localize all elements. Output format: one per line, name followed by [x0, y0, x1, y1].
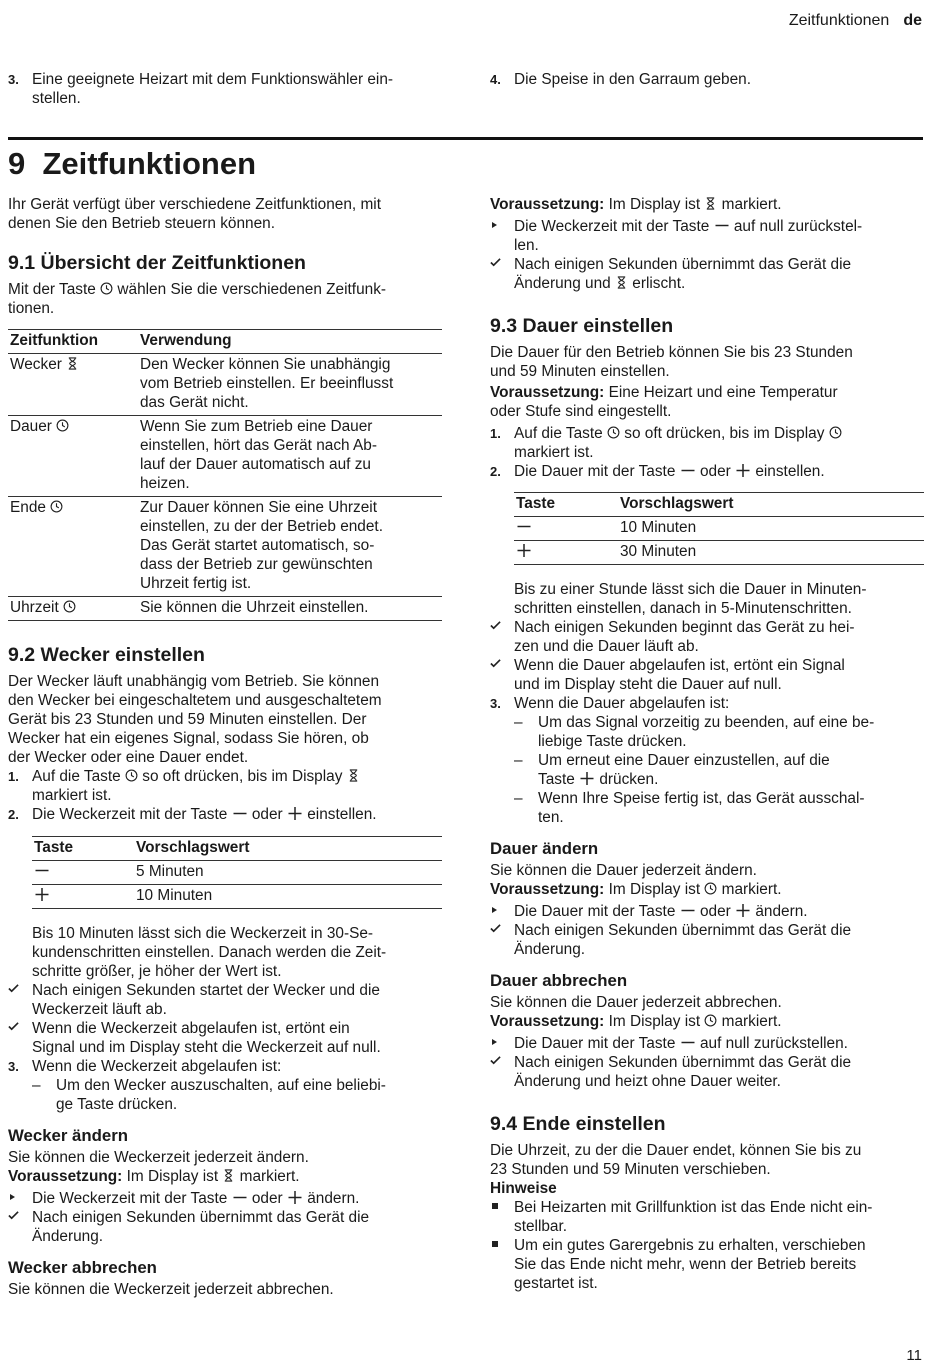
header-lang: de [903, 12, 922, 29]
heading-9-1: 9.1 Übersicht der Zeitfunktionen [8, 252, 306, 274]
clock-icon [63, 600, 76, 613]
clock-icon [829, 426, 842, 439]
hourglass-icon [222, 1169, 235, 1182]
minus-icon [680, 464, 696, 477]
table-header: Zeitfunktion [10, 332, 99, 349]
s92-step-1: 1. Auf die Taste so oft drücken, bis im Display markiert ist. [8, 767, 442, 805]
s93-intro: Die Dauer für den Betrieb können Sie bis 23 Stunden und 59 Minuten einstellen. [490, 344, 853, 380]
arrow-icon [490, 1037, 500, 1047]
result-item: Nach einigen Sekunden übernimmt das Gerät die Änderung und heizt ohne Dauer weiter. [490, 1053, 924, 1091]
paragraph: Sie können die Weckerzeit jederzeit abbrechen. [8, 1281, 334, 1298]
minus-icon [680, 1036, 696, 1049]
s93-step-1: 1. Auf die Taste so oft drücken, bis im Display markiert ist. [490, 424, 924, 462]
minus-icon [714, 219, 730, 232]
clock-icon [56, 419, 69, 432]
minus-icon [516, 520, 532, 533]
table-row: Ende Zur Dauer können Sie eine Uhrzeit einstellen, zu der der Betrieb endet. Das Gerät startet automatisch, so- dass der Betrieb zur gewünschten Uhrzeit fertig ist. [8, 497, 442, 597]
hourglass-icon [704, 197, 717, 210]
table-row: 10 Minuten [32, 885, 442, 909]
sub-item: – Um den Wecker auszuschalten, auf eine beliebi- ge Taste drücken. [32, 1077, 386, 1113]
precondition: Voraussetzung: Im Display ist markiert. [490, 881, 782, 898]
s92-intro: Der Wecker läuft unabhängig vom Betrieb. Sie können den Wecker bei eingeschaltetem und ausgeschaltetem Gerät bis 23 Stunden und 59 Minuten einstellen. Der Wecker hat ein eigenes Signal, sodass Sie hören, ob der Wecker oder eine Dauer endet. [8, 673, 382, 766]
clock-icon [704, 882, 717, 895]
table-row: 30 Minuten [514, 541, 924, 565]
step-3-top [8, 70, 442, 108]
precondition: Voraussetzung: Im Display ist markiert. [490, 1013, 782, 1030]
hints-title: Hinweise [490, 1180, 557, 1197]
dauer-table [514, 492, 924, 565]
hint-item: Um ein gutes Garergebnis zu erhalten, verschieben Sie das Ende nicht mehr, wenn der Betrieb bereits gestartet ist. [490, 1236, 924, 1293]
chapter-rule [8, 137, 923, 140]
minus-icon [232, 1191, 248, 1204]
overview-table [8, 329, 442, 621]
minus-icon [34, 864, 50, 877]
table-row: 10 Minuten [514, 517, 924, 541]
table-header: Verwendung [140, 332, 232, 349]
sub-item: – Wenn Ihre Speise fertig ist, das Gerät ausschal- ten. [514, 790, 865, 826]
check-icon [8, 1210, 19, 1221]
heading-9-4: 9.4 Ende einstellen [490, 1113, 666, 1135]
right-column [490, 195, 924, 1293]
arrow-icon [490, 220, 500, 230]
paragraph: Sie können die Dauer jederzeit abbrechen. [490, 994, 782, 1011]
check-icon [490, 1055, 501, 1066]
plus-icon [287, 807, 303, 820]
check-icon [490, 658, 501, 669]
running-header [789, 11, 922, 30]
step-number: 3. [8, 72, 19, 87]
table-header: Vorschlagswert [136, 839, 250, 856]
s91-intro: Mit der Taste wählen Sie die verschiedenen Zeitfunk- tionen. [8, 281, 387, 317]
left-column [8, 195, 442, 1299]
s93-note: Bis zu einer Stunde lässt sich die Dauer in Minuten- schritten einstellen, danach in 5-Minutenschritten. [514, 581, 867, 617]
result-item: Nach einigen Sekunden übernimmt das Gerät die Änderung. [8, 1208, 442, 1246]
table-row: Uhrzeit Sie können die Uhrzeit einstellen. [8, 597, 442, 621]
table-row: Dauer Wenn Sie zum Betrieb eine Dauer einstellen, hört das Gerät nach Ab- lauf der Dauer automatisch auf zu heizen. [8, 416, 442, 497]
step-text: Die Speise in den Garraum geben. [514, 71, 751, 88]
table-row: Wecker Den Wecker können Sie unabhängig vom Betrieb einstellen. Er beeinflusst das Gerät nicht. [8, 354, 442, 416]
arrow-icon [490, 905, 500, 915]
square-bullet-icon [490, 1239, 500, 1249]
plus-icon [34, 888, 50, 901]
result-item: Wenn die Weckerzeit abgelaufen ist, ertönt ein Signal und im Display steht die Weckerzeit auf null. [8, 1019, 442, 1057]
step-number: 4. [490, 72, 501, 87]
s93-step-2: 2. Die Dauer mit der Taste oder einstellen. [490, 463, 825, 480]
square-bullet-icon [490, 1201, 500, 1211]
page-number: 11 [906, 1347, 922, 1364]
hourglass-icon [347, 769, 360, 782]
check-icon [490, 620, 501, 631]
s92-step-2: 2. Die Weckerzeit mit der Taste oder einstellen. [8, 806, 377, 823]
precondition: Voraussetzung: Im Display ist markiert. [490, 196, 782, 213]
paragraph: Sie können die Dauer jederzeit ändern. [490, 862, 757, 879]
action-item: Die Weckerzeit mit der Taste auf null zurückstel- len. [490, 217, 924, 255]
s92-note: Bis 10 Minuten lässt sich die Weckerzeit in 30-Se- kundenschritten einstellen. Danach werden die Zeit- schritte größer, je höher der Wert ist. [32, 925, 387, 980]
check-icon [490, 257, 501, 268]
sub-item: – Um erneut eine Dauer einzustellen, auf die Taste drücken. [514, 752, 830, 788]
plus-icon [735, 464, 751, 477]
chapter-intro: Ihr Gerät verfügt über verschiedene Zeitfunktionen, mit denen Sie den Betrieb steuern können. [8, 196, 381, 232]
heading-dauer-aendern: Dauer ändern [490, 839, 599, 858]
minus-icon [232, 807, 248, 820]
hourglass-icon [66, 357, 79, 370]
action-item: Die Weckerzeit mit der Taste oder ändern. [8, 1189, 442, 1208]
heading-wecker-abbrechen: Wecker abbrechen [8, 1258, 157, 1277]
result-item: Nach einigen Sekunden startet der Wecker und die Weckerzeit läuft ab. [8, 981, 442, 1019]
result-item: Nach einigen Sekunden übernimmt das Gerät die Änderung. [490, 921, 924, 959]
hint-item: Bei Heizarten mit Grillfunktion ist das Ende nicht ein- stellbar. [490, 1198, 924, 1236]
precondition: Voraussetzung: Im Display ist markiert. [8, 1168, 300, 1185]
plus-icon [735, 904, 751, 917]
plus-icon [287, 1191, 303, 1204]
s94-intro: Die Uhrzeit, zu der die Dauer endet, können Sie bis zu 23 Stunden und 59 Minuten verschieben. [490, 1142, 862, 1178]
chapter-title: 9 Zeitfunktionen [8, 146, 257, 181]
plus-icon [516, 544, 532, 557]
precondition: Voraussetzung: Eine Heizart und eine Temperatur oder Stufe sind eingestellt. [490, 384, 838, 420]
minus-icon [680, 904, 696, 917]
sub-item: – Um das Signal vorzeitig zu beenden, auf eine be- liebige Taste drücken. [514, 714, 875, 750]
s93-step-3: 3. Wenn die Dauer abgelaufen ist: [490, 695, 730, 712]
heading-wecker-aendern: Wecker ändern [8, 1126, 129, 1145]
clock-icon [704, 1014, 717, 1027]
check-icon [490, 923, 501, 934]
check-icon [8, 983, 19, 994]
clock-icon [607, 426, 620, 439]
clock-icon [125, 769, 138, 782]
table-header: Taste [516, 495, 556, 512]
heading-9-2: 9.2 Wecker einstellen [8, 644, 205, 666]
action-item: Die Dauer mit der Taste auf null zurückstellen. [490, 1034, 924, 1053]
s92-step-3: 3. Wenn die Weckerzeit abgelaufen ist: [8, 1058, 282, 1075]
plus-icon [579, 772, 595, 785]
table-header: Taste [34, 839, 74, 856]
heading-dauer-abbrechen: Dauer abbrechen [490, 971, 628, 990]
heading-9-3: 9.3 Dauer einstellen [490, 315, 674, 337]
step-4-top [490, 70, 924, 89]
wecker-table [32, 836, 442, 909]
clock-icon [100, 282, 113, 295]
step-text: Eine geeignete Heizart mit dem Funktionswähler ein- stellen. [32, 71, 394, 107]
check-icon [8, 1021, 19, 1032]
result-item: Wenn die Dauer abgelaufen ist, ertönt ein Signal und im Display steht die Dauer auf null. [490, 656, 924, 694]
table-row: 5 Minuten [32, 861, 442, 885]
table-header: Vorschlagswert [620, 495, 734, 512]
header-section: Zeitfunktionen [788, 12, 890, 29]
clock-icon [50, 500, 63, 513]
paragraph: Sie können die Weckerzeit jederzeit ändern. [8, 1149, 309, 1166]
result-item: Nach einigen Sekunden beginnt das Gerät zu hei- zen und die Dauer läuft ab. [490, 618, 924, 656]
hourglass-icon [615, 276, 628, 289]
result-item: Nach einigen Sekunden übernimmt das Gerät die Änderung und erlischt. [490, 255, 924, 293]
arrow-icon [8, 1192, 18, 1202]
action-item: Die Dauer mit der Taste oder ändern. [490, 902, 924, 921]
